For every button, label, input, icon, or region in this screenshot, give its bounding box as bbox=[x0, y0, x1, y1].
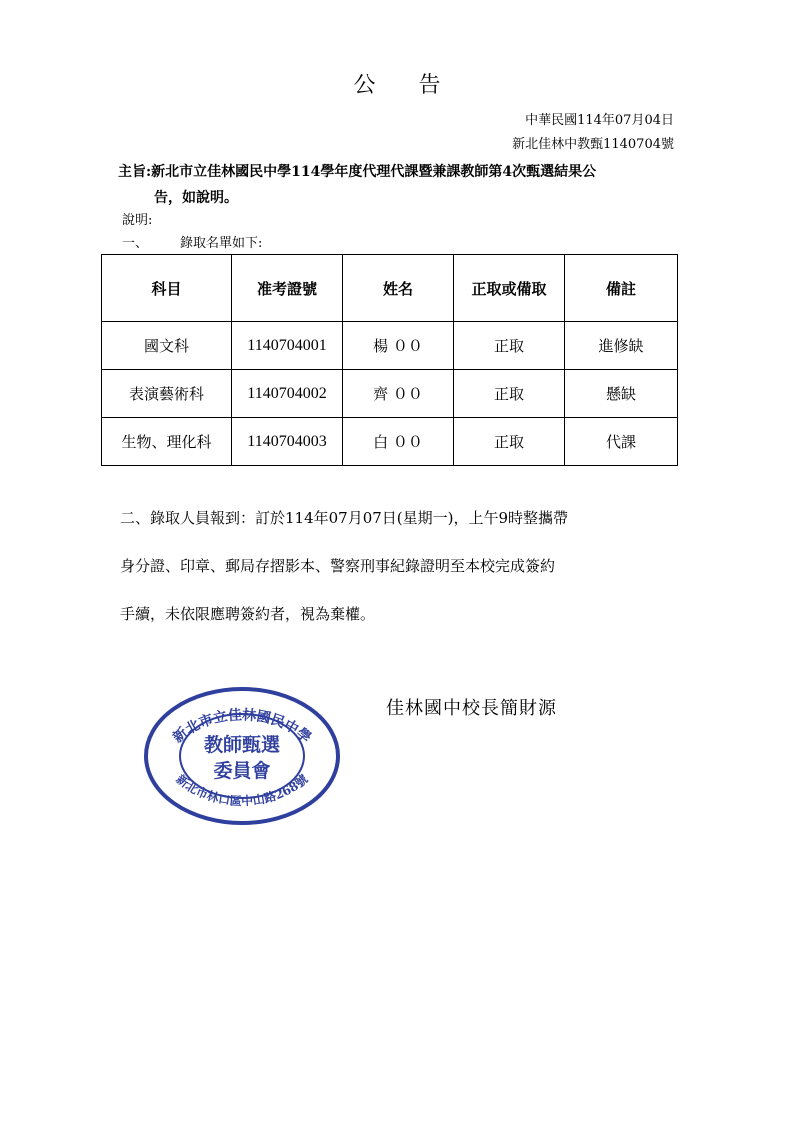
cell-status: 正取 bbox=[454, 370, 565, 418]
table-row bbox=[102, 322, 678, 370]
seal-top-textpath: 新北市立佳林國民中學 bbox=[170, 707, 314, 747]
principal-signature: 佳林國中校長簡財源 bbox=[386, 698, 557, 719]
cell-subject: 表演藝術科 bbox=[102, 370, 232, 418]
seal-center-line-2: 委員會 bbox=[213, 760, 271, 782]
table-row bbox=[102, 370, 678, 418]
column-header-subject: 科目 bbox=[102, 255, 232, 322]
item-2-line-2: 身分證、印章、郵局存摺影本、警察刑事紀錄證明至本校完成簽約 bbox=[120, 557, 556, 575]
page-title: 公 告 bbox=[353, 73, 459, 98]
table-header-row bbox=[102, 255, 678, 322]
official-seal-stamp bbox=[142, 685, 342, 827]
item-1-number: 一、 bbox=[122, 236, 149, 251]
cell-exam-number: 1140704001 bbox=[232, 322, 343, 370]
item-2-line-1: 二、錄取人員報到：訂於114年07月07日(星期一)，上午9時整攜帶 bbox=[120, 509, 569, 527]
document-number: 新北佳林中教甄1140704號 bbox=[512, 137, 674, 152]
subject-line-2: 告，如說明。 bbox=[154, 190, 238, 206]
cell-remarks: 代課 bbox=[565, 418, 678, 466]
column-header-remarks: 備註 bbox=[565, 255, 678, 322]
cell-name: 齊 ００ bbox=[343, 370, 454, 418]
cell-subject: 生物、理化科 bbox=[102, 418, 232, 466]
explanation-label: 說明: bbox=[122, 213, 153, 228]
item-1 bbox=[122, 232, 262, 251]
item-2-paragraph bbox=[120, 494, 680, 638]
column-header-name: 姓名 bbox=[343, 255, 454, 322]
cell-exam-number: 1140704003 bbox=[232, 418, 343, 466]
cell-name: 楊 ００ bbox=[343, 322, 454, 370]
subject-line-1: 主旨:新北市立佳林國民中學114學年度代理代課暨兼課教師第4次甄選結果公 bbox=[118, 164, 597, 180]
column-header-exam-number: 准考證號 bbox=[232, 255, 343, 322]
cell-subject: 國文科 bbox=[102, 322, 232, 370]
cell-status: 正取 bbox=[454, 418, 565, 466]
cell-remarks: 懸缺 bbox=[565, 370, 678, 418]
item-1-text: 錄取名單如下: bbox=[180, 236, 263, 251]
seal-bottom-textpath: 新北市林口區中山路268號 bbox=[173, 771, 311, 809]
table-row bbox=[102, 418, 678, 466]
subject bbox=[118, 159, 678, 211]
cell-exam-number: 1140704002 bbox=[232, 370, 343, 418]
cell-status: 正取 bbox=[454, 322, 565, 370]
item-2-line-3: 手續，未依限應聘簽約者，視為棄權。 bbox=[120, 605, 376, 623]
cell-name: 白 ００ bbox=[343, 418, 454, 466]
column-header-status: 正取或備取 bbox=[454, 255, 565, 322]
announcement-date: 中華民國114年07月04日 bbox=[525, 113, 674, 128]
seal-center-line-1: 教師甄選 bbox=[203, 734, 281, 756]
cell-remarks: 進修缺 bbox=[565, 322, 678, 370]
admission-table bbox=[101, 254, 678, 466]
